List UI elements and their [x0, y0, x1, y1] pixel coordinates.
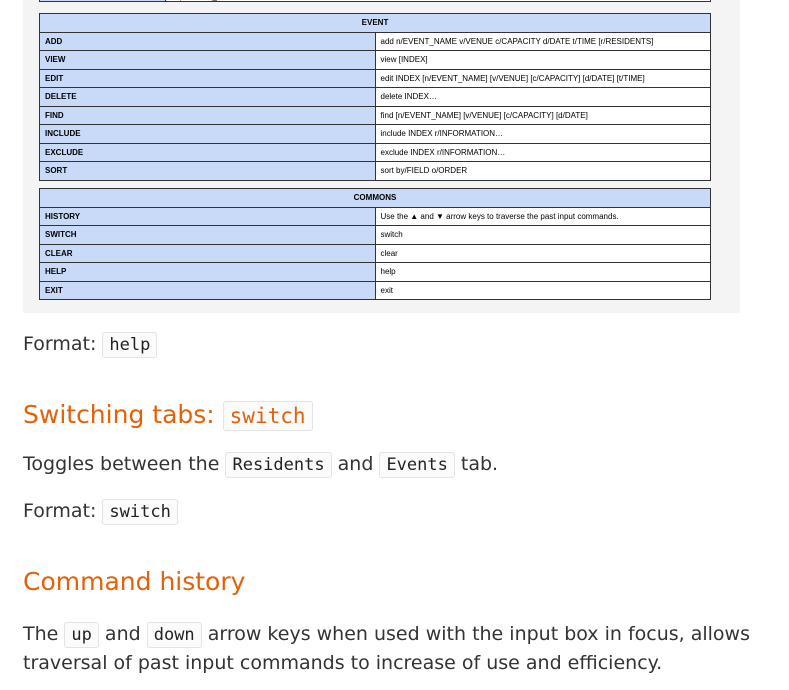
table-row	[40, 263, 711, 282]
desc-text: arrow keys when used with the input box in focus, allows traversal of past input commands to increase of use and efficiency.	[23, 623, 750, 674]
section-header-row	[40, 14, 711, 33]
desc-text: tab.	[460, 453, 499, 475]
table-row	[40, 32, 711, 51]
switch-format-code: switch	[102, 499, 177, 525]
command-format: edit INDEX [n/EVENT_NAME] [v/VENUE] [c/CAPACITY] [d/DATE] [t/TIME]	[375, 69, 711, 88]
export-row-table	[39, 0, 711, 2]
command-name: CLEAR	[40, 244, 376, 263]
help-format-line	[23, 333, 157, 355]
desc-text: and	[104, 623, 141, 645]
command-history-heading: Command history	[23, 567, 246, 596]
command-format: help	[375, 263, 711, 282]
events-code: Events	[379, 452, 454, 478]
table-row	[40, 281, 711, 300]
section-header-row	[40, 189, 711, 208]
command-name: EXIT	[40, 281, 376, 300]
switching-tabs-heading	[23, 400, 313, 429]
desc-text: The	[23, 623, 59, 645]
table-row	[40, 244, 711, 263]
command-format: sort by/FIELD o/ORDER	[375, 162, 711, 181]
command-name: ADD	[40, 32, 376, 51]
desc-text: and	[337, 453, 374, 475]
command-format: find [n/EVENT_NAME] [v/VENUE] [c/CAPACITY] [d/DATE]	[375, 106, 711, 125]
command-format: delete INDEX…	[375, 88, 711, 107]
command-name: HELP	[40, 263, 376, 282]
residents-code: Residents	[225, 452, 331, 478]
table-row	[40, 162, 711, 181]
event-section-header: EVENT	[40, 14, 711, 33]
table-row	[40, 69, 711, 88]
command-format	[166, 0, 711, 2]
commons-commands-table	[39, 188, 711, 300]
command-name	[40, 0, 166, 2]
up-code: up	[64, 622, 98, 648]
down-code: down	[147, 622, 202, 648]
heading-code: switch	[223, 401, 313, 431]
event-commands-table	[39, 13, 711, 181]
table-row	[40, 143, 711, 162]
table-row	[40, 106, 711, 125]
commons-section-header: COMMONS	[40, 189, 711, 208]
table-row	[40, 88, 711, 107]
format-label: Format:	[23, 333, 97, 355]
command-format: add n/EVENT_NAME v/VENUE c/CAPACITY d/DATE t/TIME [r/RESIDENTS]	[375, 32, 711, 51]
command-name: FIND	[40, 106, 376, 125]
table-row	[40, 51, 711, 70]
command-name: SORT	[40, 162, 376, 181]
format-label: Format:	[23, 500, 97, 522]
heading-text: Switching tabs:	[23, 400, 215, 429]
command-name: SWITCH	[40, 226, 376, 245]
command-name: HISTORY	[40, 207, 376, 226]
table-row	[40, 0, 711, 2]
help-format-code: help	[102, 332, 157, 358]
command-summary-table-image	[23, 0, 740, 313]
switch-description	[23, 453, 498, 475]
command-format: include INDEX r/INFORMATION…	[375, 125, 711, 144]
command-format: view [INDEX]	[375, 51, 711, 70]
table-row	[40, 226, 711, 245]
command-name: EDIT	[40, 69, 376, 88]
switch-format-line	[23, 500, 178, 522]
command-name: VIEW	[40, 51, 376, 70]
history-description	[23, 620, 763, 677]
command-format: clear	[375, 244, 711, 263]
command-name: DELETE	[40, 88, 376, 107]
desc-text: Toggles between the	[23, 453, 220, 475]
command-format: exit	[375, 281, 711, 300]
command-format: switch	[375, 226, 711, 245]
table-row	[40, 125, 711, 144]
table-row	[40, 207, 711, 226]
command-format: exclude INDEX r/INFORMATION…	[375, 143, 711, 162]
command-format: Use the ▲ and ▼ arrow keys to traverse the past input commands.	[375, 207, 711, 226]
command-name: EXCLUDE	[40, 143, 376, 162]
command-name: INCLUDE	[40, 125, 376, 144]
